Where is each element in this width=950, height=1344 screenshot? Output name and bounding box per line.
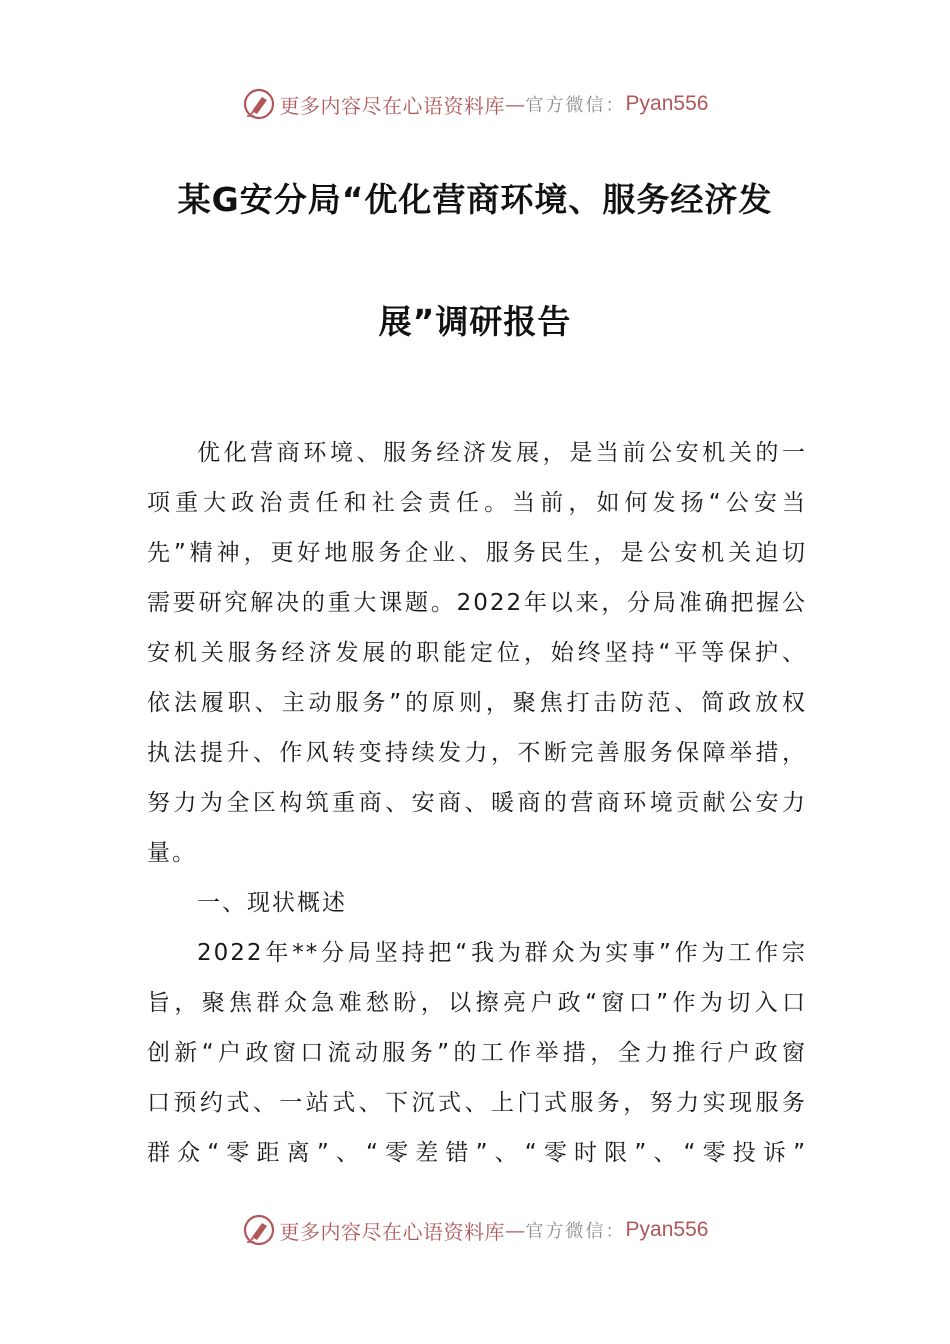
pen-nib-logo-icon xyxy=(242,1213,276,1247)
paragraph-line: 旨，聚焦群众急难愁盼，以擦亮户政“窗口”作为切入口 xyxy=(147,990,807,1016)
paragraph-line: 2022年**分局坚持把“我为群众为实事”作为工作宗 xyxy=(197,940,807,966)
paragraph-line: 安机关服务经济发展的职能定位，始终坚持“平等保护、 xyxy=(147,640,807,666)
banner-text: 更多内容尽在心语资料库 xyxy=(279,1219,506,1244)
paragraph-line: 努力为全区构筑重商、安商、暖商的营商环境贡献公安力 xyxy=(147,790,807,816)
banner-wechat-label: 官方微信： xyxy=(525,1221,626,1242)
banner-dash: — xyxy=(505,1218,526,1242)
paragraph-line: 群众“零距离”、“零差错”、“零时限”、“零投诉” xyxy=(147,1140,807,1166)
paragraph-line: 优化营商环境、服务经济发展，是当前公安机关的一 xyxy=(197,440,807,466)
document-body xyxy=(147,428,807,1178)
paragraph-line: 创新“户政窗口流动服务”的工作举措，全力推行户政窗 xyxy=(147,1040,807,1066)
banner-wechat-id: Pyan556 xyxy=(625,92,709,115)
paragraph-line: 量。 xyxy=(147,840,197,866)
banner-wechat-label: 官方微信： xyxy=(525,95,626,116)
paragraph-line: 需要研究解决的重大课题。2022年以来，分局准确把握公 xyxy=(147,590,807,616)
paragraph-line: 执法提升、作风转变持续发力，不断完善服务保障举措， xyxy=(147,740,807,766)
paragraph-line: 口预约式、一站式、下沉式、上门式服务，努力实现服务 xyxy=(147,1090,807,1116)
document-title-line-1: 某G安分局“优化营商环境、服务经济发 xyxy=(177,180,773,219)
footer-watermark-banner xyxy=(0,1210,950,1250)
banner-text: 更多内容尽在心语资料库 xyxy=(279,93,506,118)
banner-dash: — xyxy=(505,92,526,116)
banner-wechat-id: Pyan556 xyxy=(625,1218,709,1241)
paragraph-line: 先”精神，更好地服务企业、服务民生，是公安机关迫切 xyxy=(147,540,807,566)
pen-nib-logo-icon xyxy=(242,87,276,121)
section-heading: 一、现状概述 xyxy=(197,890,347,916)
header-watermark-banner xyxy=(0,84,950,124)
document-title-line-2: 展”调研报告 xyxy=(378,302,572,341)
paragraph-line: 项重大政治责任和社会责任。当前，如何发扬“公安当 xyxy=(147,490,807,516)
paragraph-line: 依法履职、主动服务”的原则，聚焦打击防范、简政放权 xyxy=(147,690,807,716)
